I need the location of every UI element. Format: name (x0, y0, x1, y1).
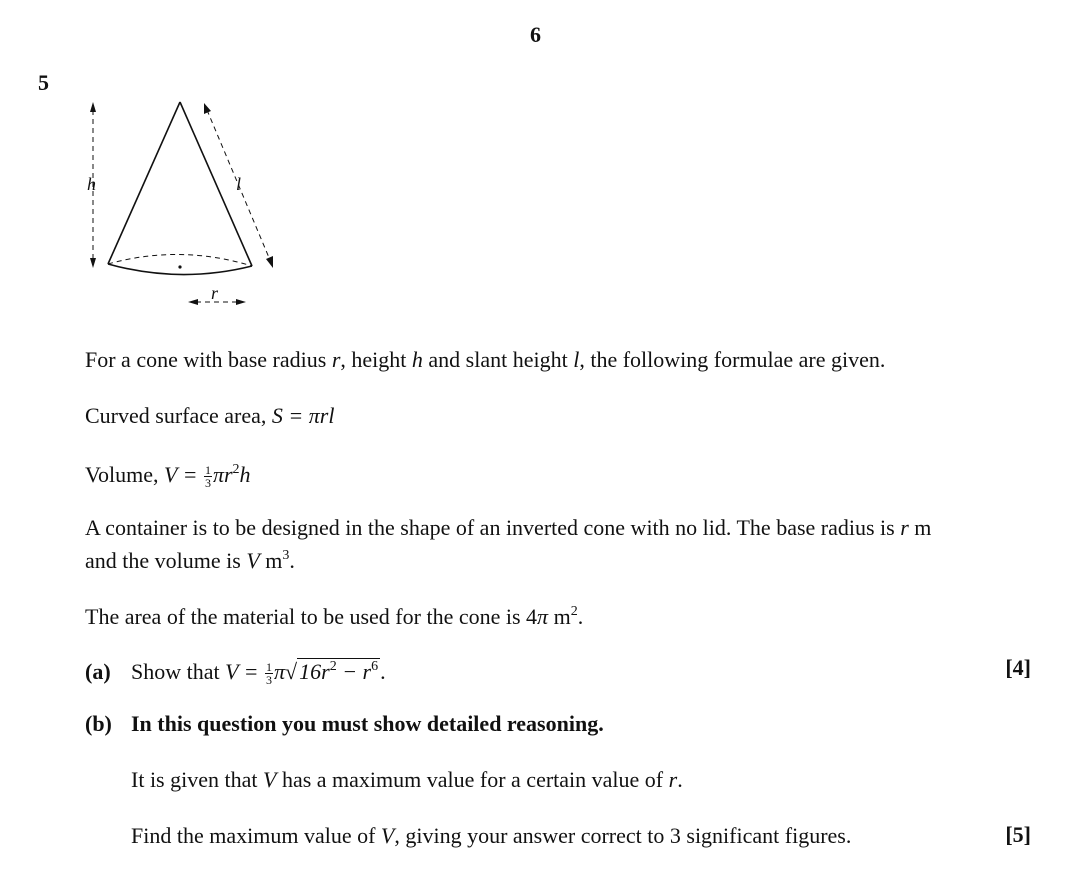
cone-base-back (108, 254, 252, 266)
cone-diagram (78, 92, 288, 312)
slant-arrow-head-top (204, 103, 211, 114)
detailed-reasoning-instruction: In this question you must show detailed reasoning. (131, 711, 604, 736)
part-b-find: Find the maximum value of V, giving your answer correct to 3 significant figures. (131, 823, 852, 848)
slant-arrow-head-bottom (266, 256, 273, 268)
height-arrow-head-top (90, 102, 96, 112)
part-a: (a) Show that V = $\frac{1}{3}$ $\pi√16r^2 - r^6$. (85, 653, 1035, 686)
radius-arrow-head-left (188, 299, 198, 305)
curved-surface-formula: Curved surface area, S = πrl (85, 403, 335, 428)
height-arrow-head-bottom (90, 258, 96, 268)
container-text: A container is to be designed in the shape of an inverted cone with no lid. The base radius is r m and the volume is V $m^3$. (85, 515, 932, 573)
fraction-one-third-a: $\frac{1}{3}$ (266, 660, 273, 688)
base-centre-dot (178, 265, 181, 268)
radius-arrow-head-right (236, 299, 246, 305)
part-b-marks: [5] (1005, 822, 1031, 847)
part-a-marks: [4] (1005, 655, 1031, 680)
part-a-label: (a) (85, 659, 111, 684)
intro-text: For a cone with base radius r, height h and slant height l, the following formulae are given. (85, 347, 886, 372)
part-b-given: It is given that V has a maximum value for a certain value of r. (131, 767, 683, 792)
part-b (85, 710, 1035, 738)
part-b-label: (b) (85, 711, 112, 736)
label-h: h (87, 174, 96, 194)
fraction-one-third: $\frac{1}{3}$ (204, 463, 211, 491)
question-number: 5 (38, 70, 49, 95)
label-l: l (236, 174, 242, 194)
label-r: r (211, 283, 219, 303)
area-text: The area of the material to be used for the cone is 4π $m^2$. (85, 604, 584, 629)
cone-left-edge (108, 102, 180, 264)
cone-right-edge (180, 102, 252, 266)
square-root: $√16r^2 - r^6$ (285, 659, 379, 684)
volume-formula: Volume, V = $\frac{1}{3}$ $\pi r^2h$ (85, 462, 251, 491)
page-number: 6 (530, 22, 541, 47)
